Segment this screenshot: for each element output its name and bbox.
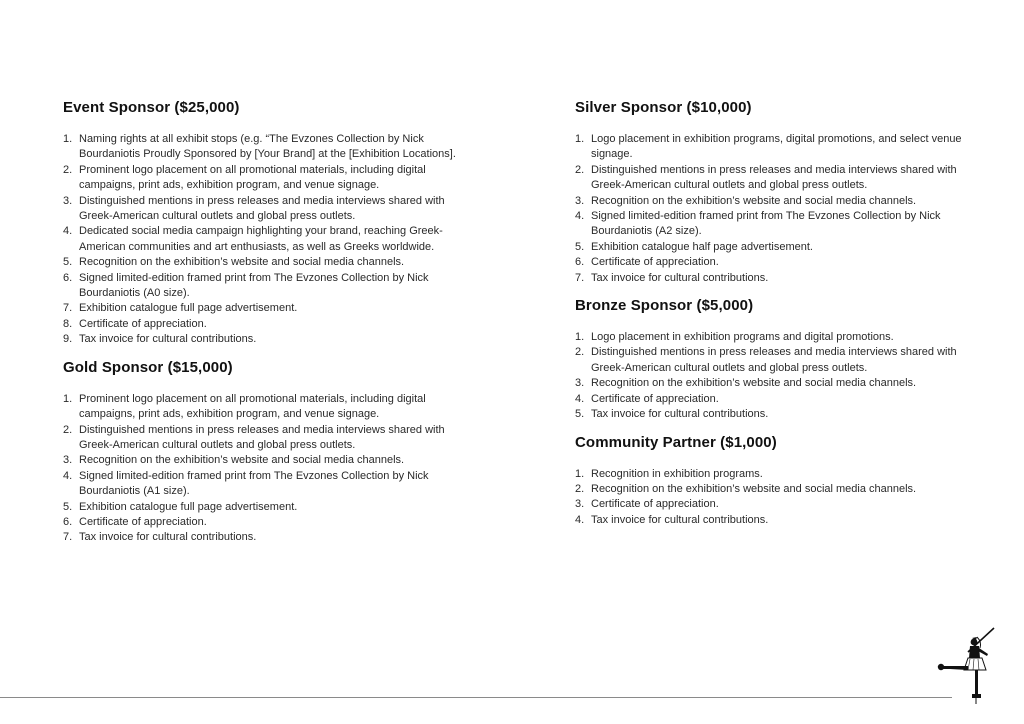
- benefit-item: Distinguished mentions in press releases and media interviews shared with Greek-American cultural outlets and global press outlets.: [79, 194, 445, 223]
- event-sponsor-tier: [63, 98, 463, 348]
- right-column: [575, 98, 975, 538]
- bronze-sponsor-tier: [575, 296, 975, 422]
- benefit-item: Certificate of appreciation.: [591, 392, 719, 405]
- benefits-list: [63, 392, 463, 546]
- tier-title: Bronze Sponsor ($5,000): [575, 297, 754, 315]
- benefit-item: Recognition on the exhibition’s website and social media channels.: [79, 256, 405, 269]
- benefit-item: Signed limited-edition framed print from The Evzones Collection by Nick Bourdaniotis (A0 size).: [79, 271, 429, 300]
- benefit-item: Recognition in exhibition programs.: [591, 467, 763, 480]
- benefit-item: Certificate of appreciation.: [591, 256, 719, 269]
- benefit-item: Recognition on the exhibition’s website and social media channels.: [591, 377, 917, 390]
- benefit-item: Signed limited-edition framed print from The Evzones Collection by Nick Bourdaniotis (A2 size).: [591, 210, 941, 238]
- tier-title: Event Sponsor ($25,000): [63, 99, 240, 116]
- benefit-item: Exhibition catalogue full page advertisement.: [79, 500, 298, 513]
- benefit-item: Recognition on the exhibition’s website and social media channels.: [591, 194, 917, 207]
- benefits-list: [63, 132, 463, 348]
- benefit-item: Certificate of appreciation.: [79, 515, 207, 528]
- community-partner-tier: [575, 433, 975, 529]
- benefit-item: Signed limited-edition framed print from The Evzones Collection by Nick Bourdaniotis (A1 size).: [79, 469, 429, 498]
- benefit-item: Recognition on the exhibition’s website and social media channels.: [591, 482, 917, 495]
- benefits-list: [575, 330, 975, 422]
- left-column: [63, 98, 463, 556]
- benefit-item: Distinguished mentions in press releases and media interviews shared with Greek-American cultural outlets and global press outlets.: [79, 423, 445, 451]
- tier-title: Community Partner ($1,000): [575, 433, 777, 451]
- benefits-list: [575, 132, 975, 286]
- evzone-guard-icon: [934, 624, 998, 704]
- benefit-item: Tax invoice for cultural contributions.: [591, 408, 769, 421]
- benefit-item: Dedicated social media campaign highlighting your brand, reaching Greek-American communities and art enthusiasts, as well as Greeks worldwide.: [79, 225, 443, 253]
- benefit-item: Tax invoice for cultural contributions.: [79, 333, 257, 346]
- benefits-list: [575, 467, 975, 529]
- tier-title: Gold Sponsor ($15,000): [63, 358, 233, 376]
- benefit-item: Naming rights at all exhibit stops (e.g. “The Evzones Collection by Nick Bourdaniotis Proudly Sponsored by [Your Brand] at the [Exhibition Locations].: [79, 133, 456, 161]
- gold-sponsor-tier: [63, 358, 463, 546]
- benefit-item: Exhibition catalogue half page advertisement.: [591, 240, 813, 253]
- benefit-item: Prominent logo placement on all promotional materials, including digital campaigns, print ads, exhibition program, and venue signage.: [79, 163, 426, 192]
- footer-divider: [0, 697, 952, 698]
- benefit-item: Tax invoice for cultural contributions.: [591, 271, 769, 284]
- benefit-item: Tax invoice for cultural contributions.: [79, 531, 257, 544]
- benefit-item: Exhibition catalogue full page advertisement.: [79, 302, 298, 315]
- benefit-item: Distinguished mentions in press releases and media interviews shared with Greek-American cultural outlets and global press outlets.: [591, 346, 957, 374]
- benefit-item: Distinguished mentions in press releases and media interviews shared with Greek-American cultural outlets and global press outlets.: [591, 163, 957, 192]
- benefit-item: Certificate of appreciation.: [79, 317, 207, 330]
- benefit-item: Logo placement in exhibition programs, digital promotions, and select venue signage.: [591, 133, 962, 161]
- benefit-item: Tax invoice for cultural contributions.: [591, 513, 769, 526]
- benefit-item: Recognition on the exhibition’s website and social media channels.: [79, 454, 405, 467]
- benefit-item: Prominent logo placement on all promotional materials, including digital campaigns, print ads, exhibition program, and venue signage.: [79, 392, 426, 421]
- benefit-item: Certificate of appreciation.: [591, 498, 719, 511]
- tier-title: Silver Sponsor ($10,000): [575, 99, 752, 116]
- benefit-item: Logo placement in exhibition programs and digital promotions.: [591, 331, 894, 344]
- silver-sponsor-tier: [575, 98, 975, 286]
